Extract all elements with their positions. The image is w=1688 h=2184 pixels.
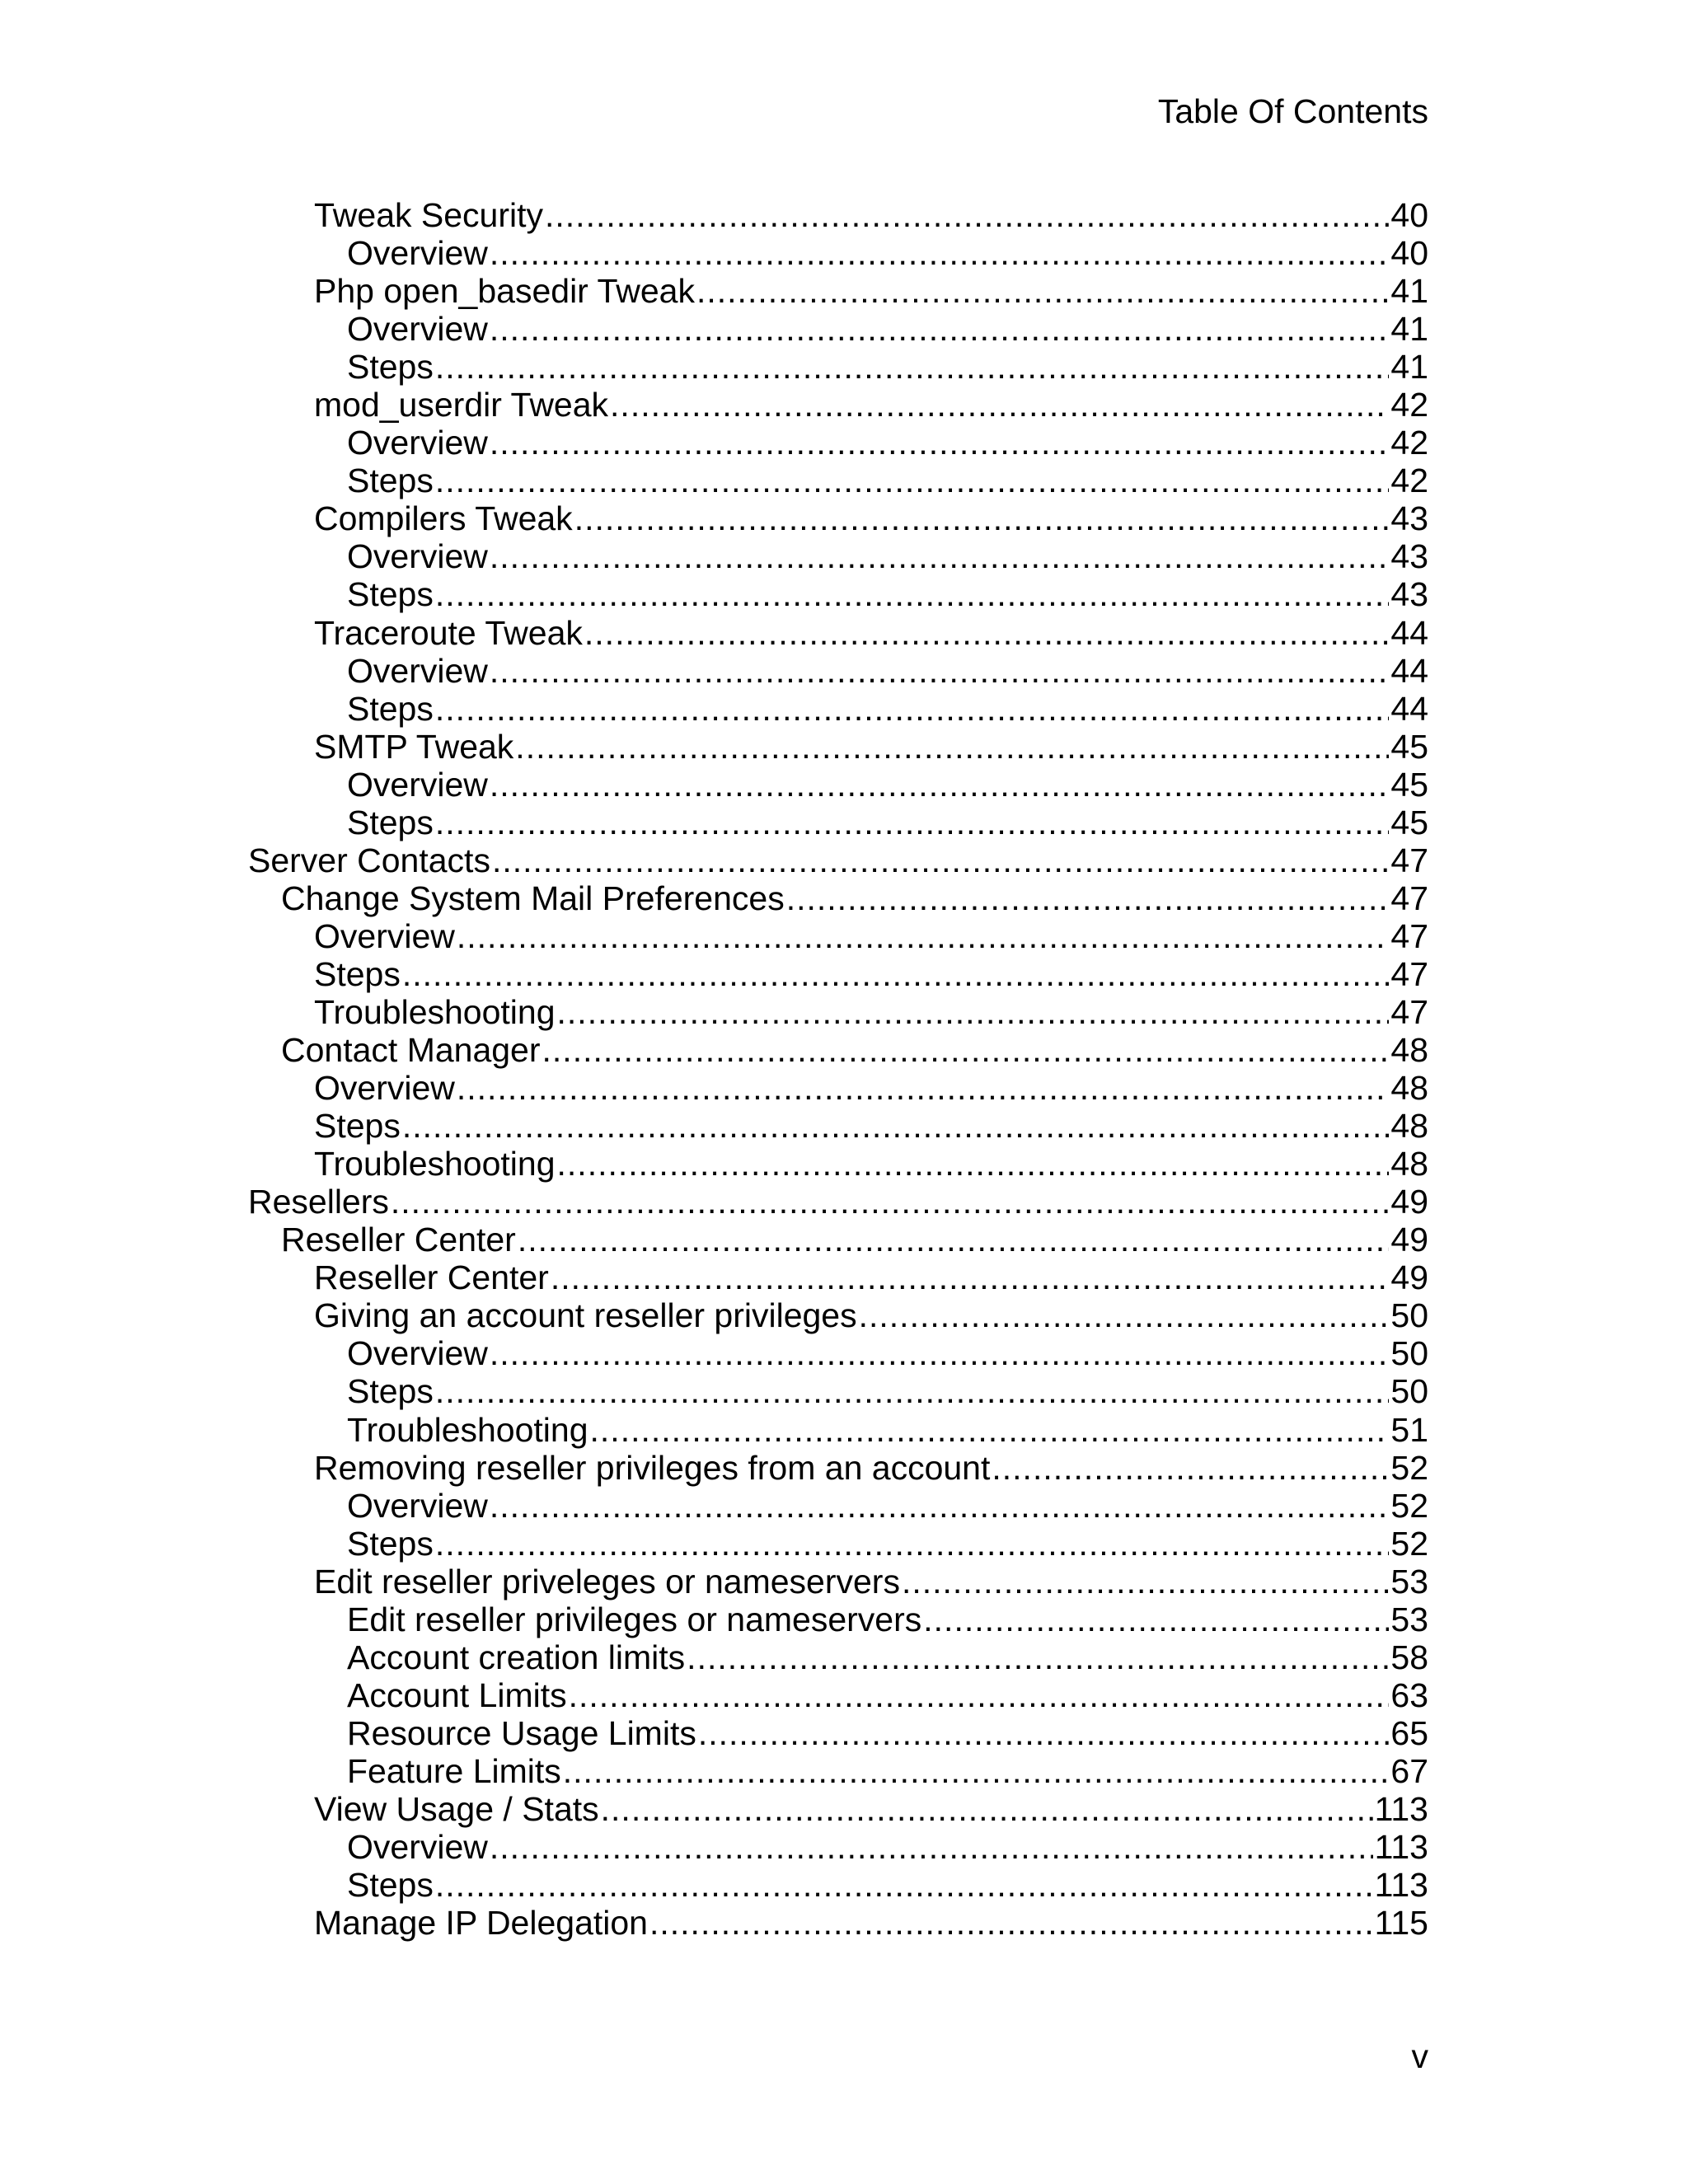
toc-entry-title: Troubleshooting: [314, 992, 556, 1031]
toc-entry-page: 52: [1390, 1448, 1428, 1487]
toc-dot-leader: [542, 1031, 1390, 1069]
toc-entry-page: 48: [1390, 1031, 1428, 1070]
toc-entry-title: Reseller Center: [314, 1258, 549, 1297]
toc-entry-page: 43: [1390, 499, 1428, 538]
toc-entry-title: Overview: [347, 537, 488, 576]
toc-dot-leader: [490, 1334, 1390, 1372]
toc-entry-page: 113: [1374, 1866, 1428, 1905]
toc-entry[interactable]: [314, 1296, 1428, 1334]
toc-entry[interactable]: [347, 1487, 1428, 1525]
toc-dot-leader: [545, 196, 1389, 234]
toc-dot-leader: [557, 993, 1390, 1031]
toc-entry-page: 48: [1390, 1145, 1428, 1183]
toc-entry-title: Steps: [347, 689, 434, 728]
toc-entry[interactable]: [347, 1601, 1428, 1638]
toc-entry[interactable]: [314, 728, 1428, 766]
toc-entry-title: Steps: [347, 1866, 434, 1905]
toc-entry-title: Overview: [314, 1069, 455, 1108]
toc-entry-page: 42: [1390, 386, 1428, 424]
toc-dot-leader: [563, 1752, 1390, 1790]
toc-entry[interactable]: [314, 272, 1428, 310]
toc-dot-leader: [515, 728, 1389, 766]
toc-entry[interactable]: [347, 1638, 1428, 1676]
toc-entry[interactable]: [314, 1904, 1428, 1942]
toc-entry-page: 43: [1390, 537, 1428, 576]
toc-entry-page: 44: [1390, 651, 1428, 690]
toc-dot-leader: [402, 955, 1390, 993]
toc-dot-leader: [490, 424, 1390, 462]
toc-entry[interactable]: [347, 462, 1428, 499]
toc-dot-leader: [435, 462, 1390, 499]
toc-entry-title: Overview: [347, 651, 488, 690]
toc-entry-page: 51: [1390, 1410, 1428, 1449]
toc-entry[interactable]: [347, 804, 1428, 841]
toc-entry-page: 113: [1374, 1828, 1428, 1867]
toc-dot-leader: [490, 310, 1390, 348]
toc-entry-title: Steps: [347, 1524, 434, 1563]
toc-entry[interactable]: [314, 993, 1428, 1031]
toc-dot-leader: [923, 1601, 1389, 1638]
toc-entry-title: Giving an account reseller privileges: [314, 1296, 857, 1335]
table-of-contents: [0, 196, 1688, 1942]
toc-entry-title: Steps: [347, 348, 434, 387]
toc-entry[interactable]: [314, 1107, 1428, 1145]
toc-entry-title: Compilers Tweak: [314, 499, 573, 538]
toc-entry-title: Overview: [347, 424, 488, 462]
toc-dot-leader: [435, 804, 1390, 841]
toc-entry-page: 48: [1390, 1069, 1428, 1108]
toc-entry-title: mod_userdir Tweak: [314, 386, 609, 424]
toc-entry-title: Edit reseller priveleges or nameservers: [314, 1562, 900, 1601]
toc-entry-title: Steps: [347, 575, 434, 614]
toc-entry-title: SMTP Tweak: [314, 727, 514, 766]
toc-entry-page: 44: [1390, 613, 1428, 652]
toc-entry[interactable]: [314, 614, 1428, 652]
toc-dot-leader: [435, 1372, 1390, 1410]
toc-entry[interactable]: [347, 1828, 1428, 1866]
toc-entry-page: 50: [1390, 1296, 1428, 1335]
toc-dot-leader: [551, 1258, 1390, 1296]
toc-entry-page: 40: [1390, 196, 1428, 234]
toc-entry[interactable]: [314, 1449, 1428, 1487]
toc-entry-page: 48: [1390, 1107, 1428, 1146]
toc-entry[interactable]: [314, 955, 1428, 993]
toc-entry[interactable]: [281, 879, 1428, 917]
toc-entry-page: 50: [1390, 1334, 1428, 1373]
toc-entry-page: 42: [1390, 462, 1428, 500]
toc-entry-title: Steps: [347, 462, 434, 500]
toc-dot-leader: [435, 575, 1390, 613]
toc-entry-title: Overview: [347, 234, 488, 273]
toc-dot-leader: [859, 1296, 1390, 1334]
toc-entry-title: Steps: [314, 1107, 401, 1146]
toc-dot-leader: [490, 766, 1390, 804]
toc-entry-page: 47: [1390, 841, 1428, 879]
toc-dot-leader: [490, 234, 1390, 272]
toc-entry-page: 41: [1390, 348, 1428, 387]
toc-entry-page: 44: [1390, 689, 1428, 728]
toc-dot-leader: [457, 917, 1390, 955]
toc-dot-leader: [435, 690, 1390, 728]
toc-entry-title: Steps: [347, 803, 434, 841]
toc-entry-title: Overview: [347, 1828, 488, 1867]
toc-entry-title: Resource Usage Limits: [347, 1713, 696, 1752]
toc-entry-page: 49: [1390, 1258, 1428, 1297]
toc-entry-page: 65: [1390, 1713, 1428, 1752]
toc-entry-title: Troubleshooting: [314, 1145, 556, 1183]
toc-entry[interactable]: [281, 1031, 1428, 1069]
toc-entry-page: 45: [1390, 765, 1428, 804]
toc-entry-page: 49: [1390, 1221, 1428, 1259]
toc-dot-leader: [435, 1525, 1390, 1563]
toc-entry-page: 47: [1390, 916, 1428, 955]
toc-dot-leader: [402, 1107, 1390, 1145]
toc-entry[interactable]: [347, 1372, 1428, 1410]
toc-entry[interactable]: [347, 766, 1428, 804]
toc-dot-leader: [590, 1411, 1390, 1449]
toc-entry-title: Steps: [347, 1372, 434, 1411]
toc-dot-leader: [435, 348, 1390, 386]
toc-entry-title: Overview: [314, 916, 455, 955]
toc-entry-page: 47: [1390, 992, 1428, 1031]
toc-entry-page: 53: [1390, 1600, 1428, 1638]
toc-dot-leader: [557, 1145, 1390, 1183]
toc-entry-title: Account Limits: [347, 1675, 567, 1714]
toc-entry-page: 45: [1390, 803, 1428, 841]
toc-entry-page: 43: [1390, 575, 1428, 614]
toc-entry-page: 52: [1390, 1486, 1428, 1525]
toc-entry-title: Traceroute Tweak: [314, 613, 583, 652]
toc-entry[interactable]: [314, 1563, 1428, 1601]
toc-dot-leader: [490, 652, 1390, 690]
toc-entry-title: Account creation limits: [347, 1638, 686, 1676]
toc-entry-title: Overview: [347, 765, 488, 804]
toc-dot-leader: [698, 1714, 1390, 1752]
toc-entry-page: 115: [1374, 1904, 1428, 1943]
toc-entry-title: Resellers: [248, 1183, 389, 1221]
toc-dot-leader: [569, 1676, 1390, 1714]
toc-entry-title: Reseller Center: [281, 1221, 516, 1259]
toc-dot-leader: [574, 499, 1390, 537]
toc-entry[interactable]: [347, 1714, 1428, 1752]
toc-entry-title: Steps: [314, 954, 401, 993]
toc-dot-leader: [490, 1487, 1390, 1525]
toc-entry[interactable]: [314, 196, 1428, 234]
toc-entry-page: 41: [1390, 272, 1428, 311]
toc-dot-leader: [584, 614, 1390, 652]
toc-entry-page: 45: [1390, 727, 1428, 766]
toc-dot-leader: [435, 1866, 1373, 1904]
toc-entry-title: Php open_basedir Tweak: [314, 272, 695, 311]
toc-entry[interactable]: [347, 575, 1428, 613]
toc-dot-leader: [786, 879, 1390, 917]
toc-dot-leader: [490, 537, 1390, 575]
toc-dot-leader: [649, 1904, 1373, 1942]
toc-entry[interactable]: [347, 537, 1428, 575]
toc-entry-page: 53: [1390, 1562, 1428, 1601]
toc-entry[interactable]: [347, 690, 1428, 728]
toc-entry-title: Server Contacts: [248, 841, 490, 879]
toc-entry-page: 58: [1390, 1638, 1428, 1676]
toc-entry-title: Overview: [347, 1334, 488, 1373]
toc-entry[interactable]: [314, 499, 1428, 537]
toc-entry-title: View Usage / Stats: [314, 1789, 599, 1828]
toc-entry-title: Troubleshooting: [347, 1410, 588, 1449]
toc-entry-page: 50: [1390, 1372, 1428, 1411]
toc-dot-leader: [601, 1790, 1373, 1828]
toc-entry[interactable]: [314, 1258, 1428, 1296]
toc-entry-title: Feature Limits: [347, 1751, 561, 1790]
toc-entry[interactable]: [347, 1866, 1428, 1904]
toc-entry-page: 52: [1390, 1524, 1428, 1563]
toc-entry[interactable]: [281, 1221, 1428, 1258]
toc-entry[interactable]: [314, 917, 1428, 955]
toc-entry[interactable]: [347, 348, 1428, 386]
toc-entry[interactable]: [347, 652, 1428, 690]
toc-dot-leader: [902, 1563, 1389, 1601]
toc-dot-leader: [457, 1069, 1390, 1107]
toc-entry[interactable]: [248, 1183, 1428, 1221]
toc-entry-title: Overview: [347, 310, 488, 349]
toc-entry[interactable]: [347, 234, 1428, 272]
toc-entry-page: 113: [1374, 1789, 1428, 1828]
toc-dot-leader: [492, 841, 1389, 879]
toc-entry-page: 41: [1390, 310, 1428, 349]
toc-entry[interactable]: [314, 386, 1428, 424]
toc-entry[interactable]: [314, 1790, 1428, 1828]
toc-entry-title: Contact Manager: [281, 1031, 541, 1070]
toc-entry[interactable]: [314, 1069, 1428, 1107]
page-number: v: [1411, 2037, 1428, 2075]
toc-entry[interactable]: [347, 1411, 1428, 1449]
toc-entry-page: 47: [1390, 954, 1428, 993]
toc-dot-leader: [992, 1449, 1389, 1487]
toc-entry[interactable]: [347, 1676, 1428, 1714]
toc-entry-title: Edit reseller privileges or nameservers: [347, 1600, 922, 1638]
toc-dot-leader: [610, 386, 1389, 424]
toc-entry[interactable]: [347, 1334, 1428, 1372]
toc-entry-page: 63: [1390, 1675, 1428, 1714]
toc-entry-page: 40: [1390, 234, 1428, 273]
toc-entry-page: 47: [1390, 879, 1428, 917]
toc-entry-page: 67: [1390, 1751, 1428, 1790]
toc-dot-leader: [490, 1828, 1373, 1866]
toc-dot-leader: [696, 272, 1389, 310]
toc-dot-leader: [391, 1183, 1390, 1221]
page-header-title: Table Of Contents: [1157, 92, 1428, 130]
toc-dot-leader: [687, 1638, 1389, 1676]
toc-entry-title: Overview: [347, 1486, 488, 1525]
toc-entry[interactable]: [347, 1525, 1428, 1563]
toc-entry[interactable]: [248, 841, 1428, 879]
toc-entry[interactable]: [314, 1145, 1428, 1183]
toc-entry-title: Tweak Security: [314, 196, 543, 234]
toc-entry-title: Change System Mail Preferences: [281, 879, 785, 917]
toc-entry-page: 42: [1390, 424, 1428, 462]
toc-dot-leader: [518, 1221, 1390, 1258]
toc-entry[interactable]: [347, 310, 1428, 348]
toc-entry[interactable]: [347, 1752, 1428, 1790]
toc-entry-page: 49: [1390, 1183, 1428, 1221]
toc-entry[interactable]: [347, 424, 1428, 462]
toc-entry-title: Removing reseller privileges from an account: [314, 1448, 991, 1487]
toc-entry-title: Manage IP Delegation: [314, 1904, 648, 1943]
